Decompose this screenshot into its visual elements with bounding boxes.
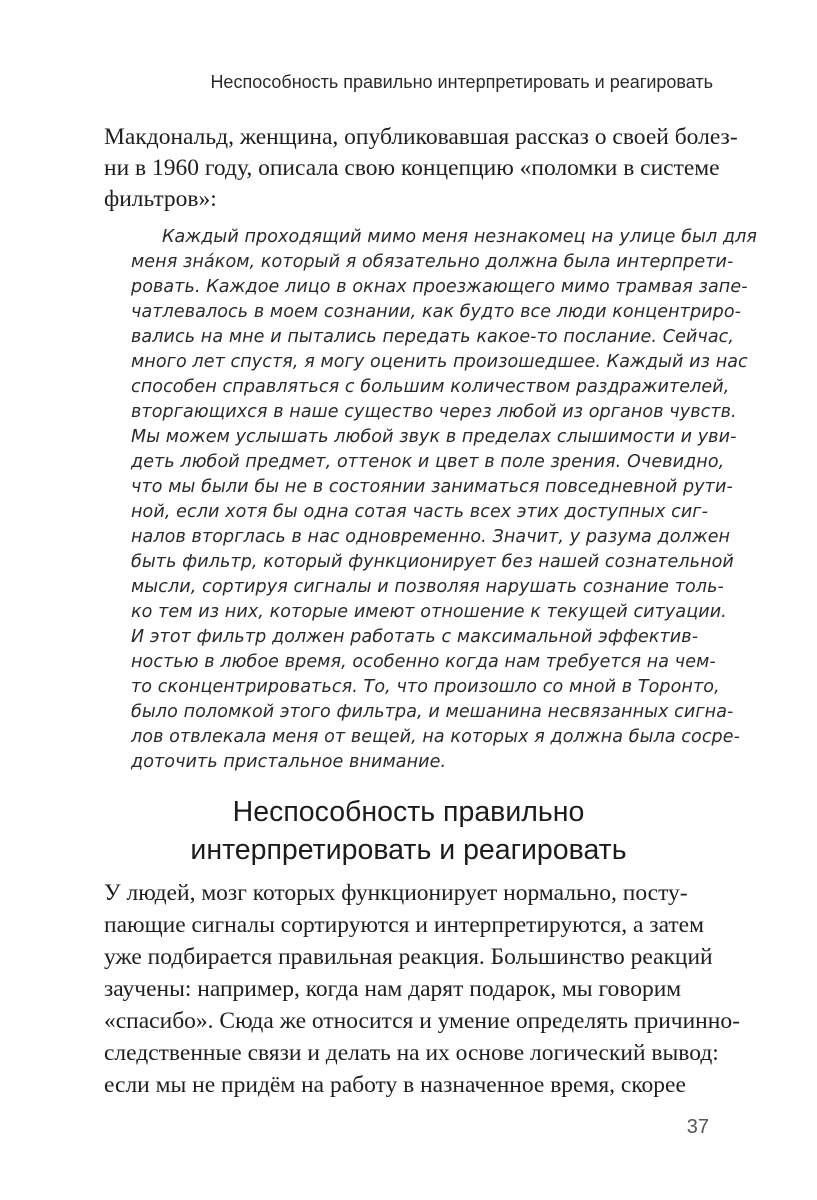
quote-line: ностью в любое время, особенно когда нам требуется на чем- bbox=[131, 652, 716, 672]
quote-line: ко тем из них, которые имеют отношение к текущей ситуации. bbox=[131, 602, 727, 622]
body-line: У людей, мозг которых функционирует нормально, посту- bbox=[104, 880, 688, 906]
body-line: пающие сигналы сортируются и интерпретируются, а затем bbox=[104, 912, 704, 938]
quote-line: И этот фильтр должен работать с максимальной эффектив- bbox=[131, 627, 699, 647]
quote-line: вались на мне и пытались передать какое-то послание. Сейчас, bbox=[131, 327, 735, 347]
quote-line: много лет спустя, я могу оценить произошедшее. Каждый из нас bbox=[131, 352, 748, 372]
quote-line: ной, если хотя бы одна сотая часть всех этих доступных сиг- bbox=[131, 502, 709, 522]
quote-line: мысли, сортируя сигналы и позволяя нарушать сознание толь- bbox=[131, 577, 724, 597]
quote-line: меня зна́ком, который я обязательно должна была интерпрети- bbox=[131, 252, 734, 272]
quote-line: Каждый проходящий мимо меня незнакомец на улице был для bbox=[162, 227, 758, 247]
quote-line: быть фильтр, который функционирует без нашей сознательной bbox=[131, 552, 734, 572]
quote-line: деть любой предмет, оттенок и цвет в поле зрения. Очевидно, bbox=[131, 452, 725, 472]
quote-line: доточить пристальное внимание. bbox=[131, 752, 447, 772]
intro-line: фильтров»: bbox=[104, 186, 217, 212]
quote-line: Мы можем услышать любой звук в пределах слышимости и уви- bbox=[131, 427, 737, 447]
quote-line: налов вторглась в нас одновременно. Значит, у разума должен bbox=[131, 527, 731, 547]
quote-line: лов отвлекала меня от вещей, на которых я должна была сосре- bbox=[131, 727, 741, 747]
heading-line: интерпретировать и реагировать bbox=[190, 834, 627, 866]
quote-line: вторгающихся в наше существо через любой из органов чувств. bbox=[131, 402, 737, 422]
body-line: следственные связи и делать на их основе логический вывод: bbox=[104, 1040, 719, 1066]
heading-line: Неспособность правильно bbox=[232, 796, 585, 828]
page-number: 37 bbox=[686, 1116, 709, 1138]
quote-line: способен справляться с большим количеством раздражителей, bbox=[131, 377, 730, 397]
intro-line: Макдональд, женщина, опубликовавшая рассказ о своей болез- bbox=[104, 124, 738, 150]
quote-line: было поломкой этого фильтра, и мешанина несвязанных сигна- bbox=[131, 702, 734, 722]
intro-line: ни в 1960 году, описала свою концепцию «поломки в системе bbox=[104, 155, 720, 181]
body-line: «спасибо». Сюда же относится и умение определять причинно- bbox=[104, 1008, 740, 1034]
body-line: заучены: например, когда нам дарят подарок, мы говорим bbox=[104, 976, 682, 1002]
quote-line: чатлевалось в моем сознании, как будто все люди концентриро- bbox=[131, 302, 742, 322]
running-head: Неспособность правильно интерпретировать и реагировать bbox=[210, 72, 713, 92]
body-line: если мы не придём на работу в назначенное время, скорее bbox=[104, 1072, 686, 1098]
quote-line: что мы были бы не в состоянии заниматься повседневной рути- bbox=[131, 477, 733, 497]
quote-line: то сконцентрироваться. То, что произошло со мной в Торонто, bbox=[131, 677, 720, 697]
body-line: уже подбирается правильная реакция. Большинство реакций bbox=[104, 944, 713, 970]
quote-line: ровать. Каждое лицо в окнах проезжающего мимо трамвая запе- bbox=[131, 277, 748, 297]
